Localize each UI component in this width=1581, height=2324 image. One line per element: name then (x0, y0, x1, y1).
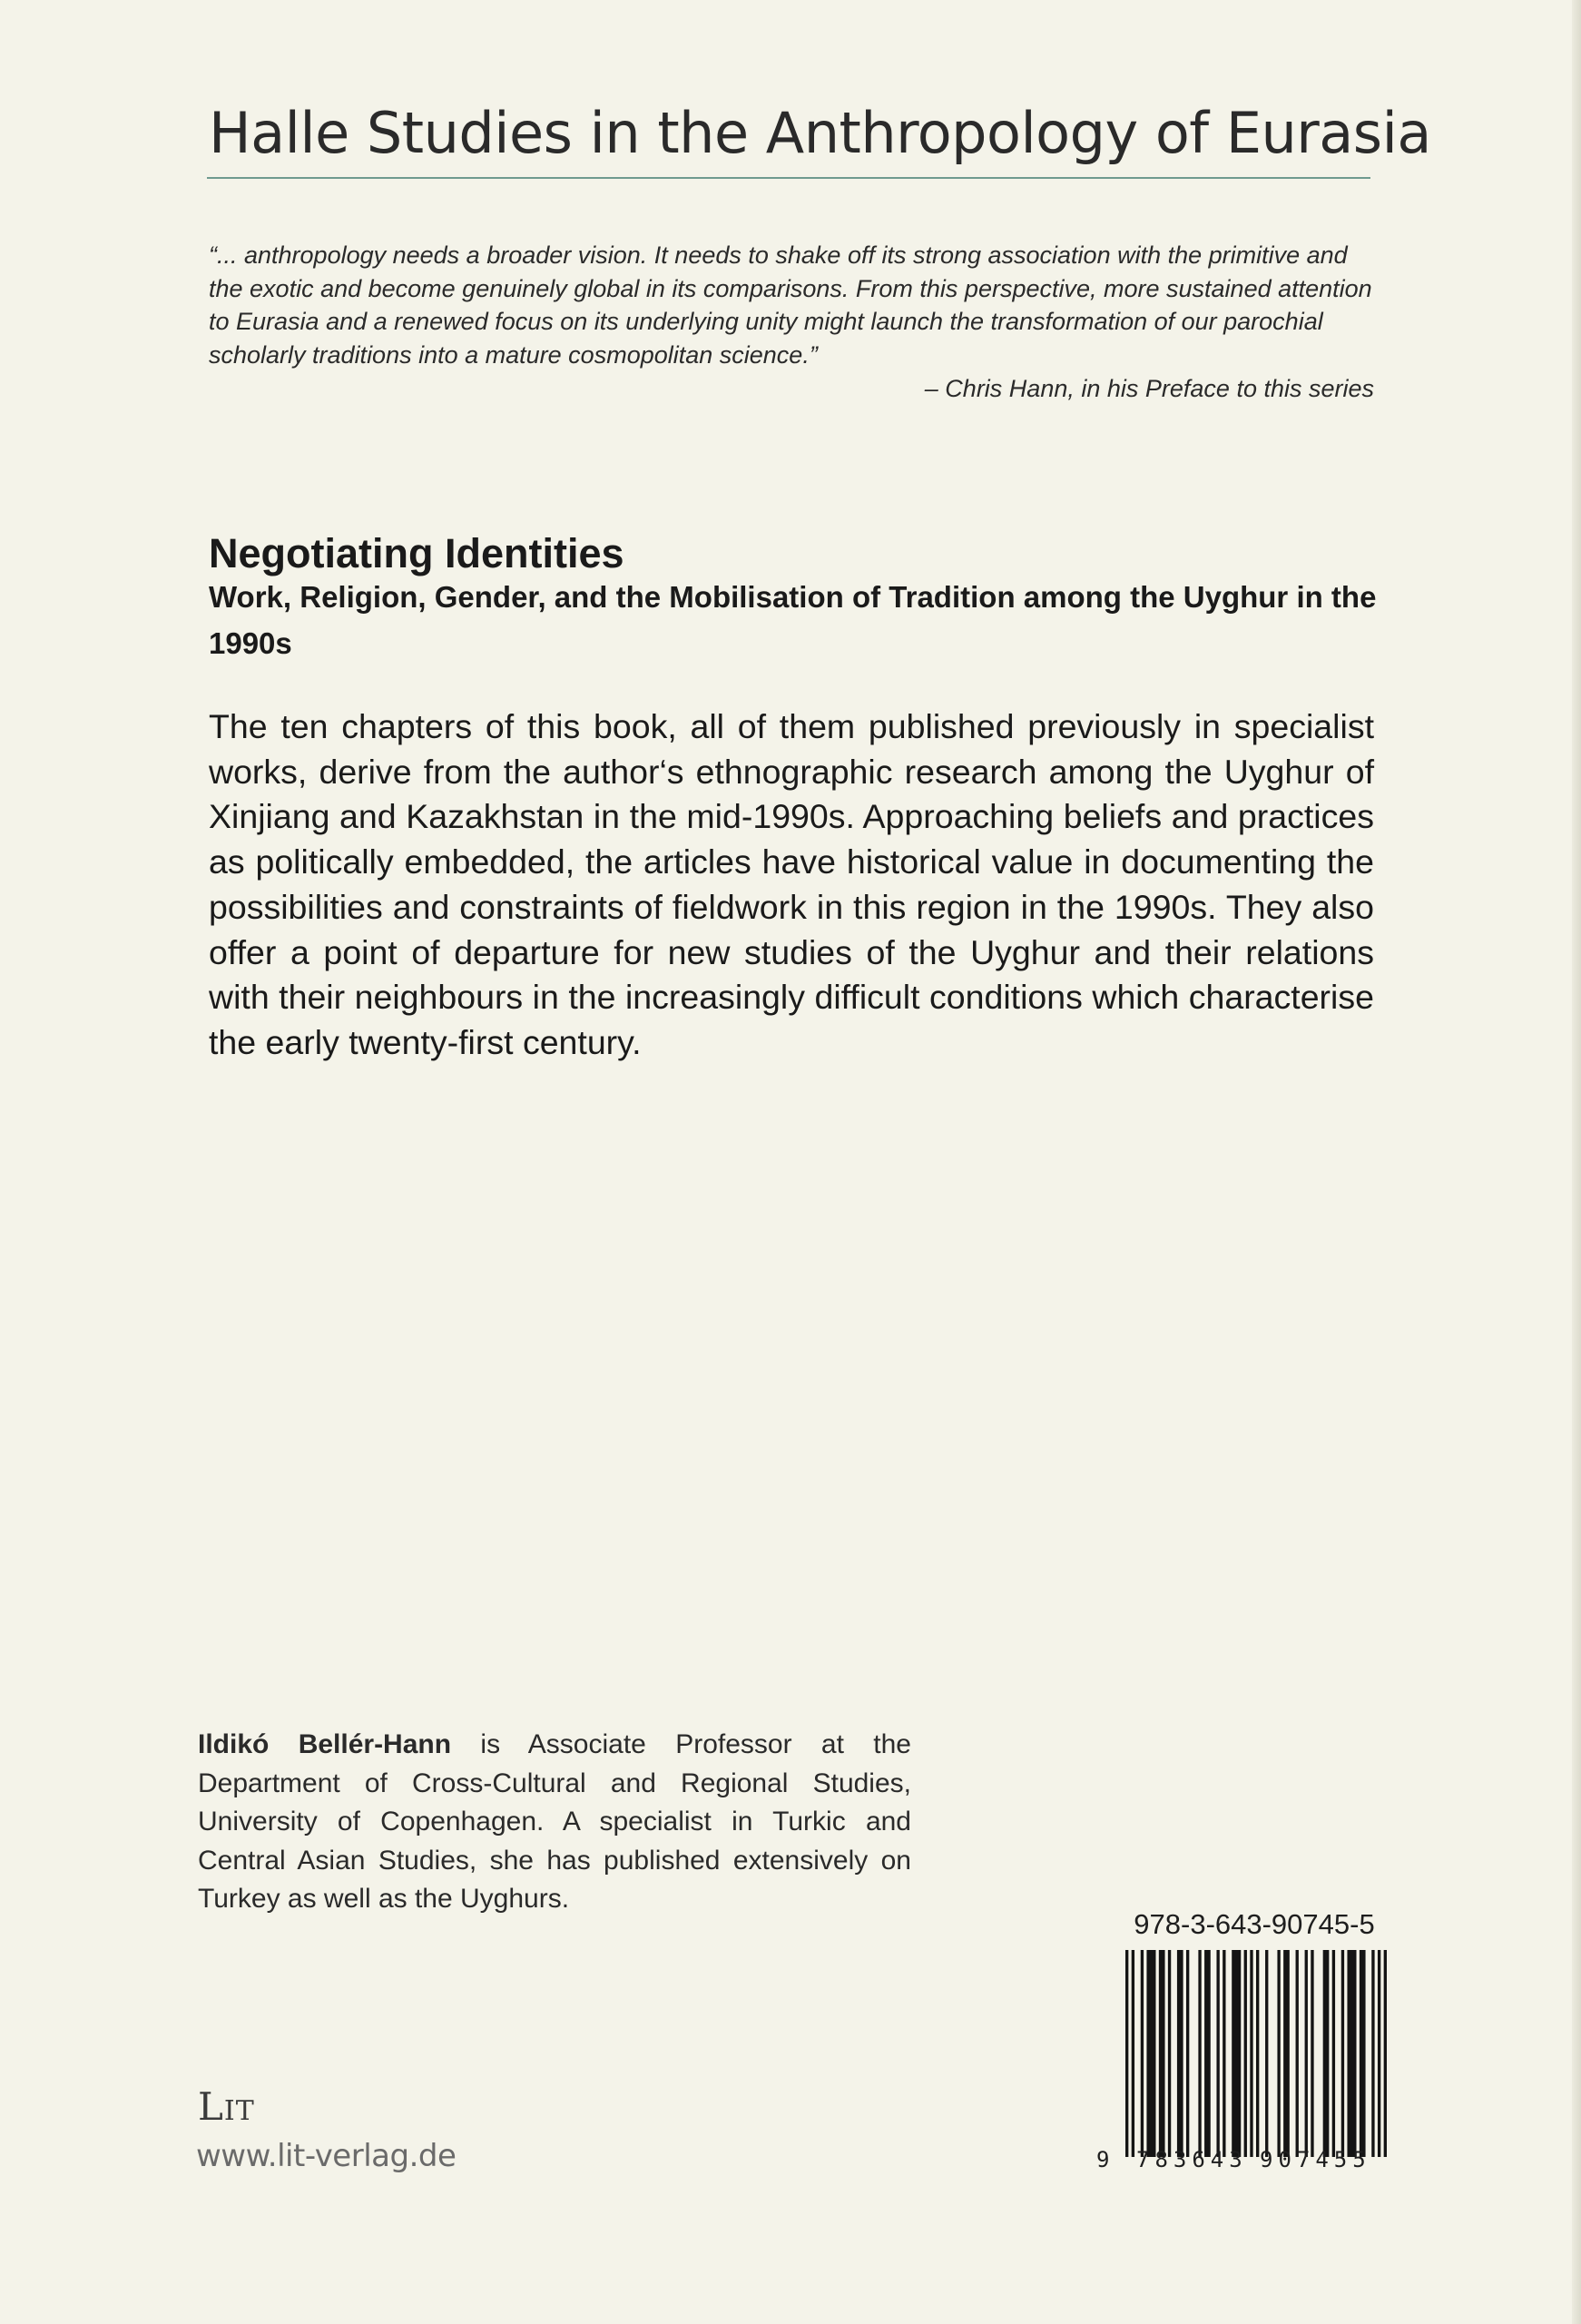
barcode-bar (1360, 1950, 1366, 2157)
barcode-bar (1186, 1950, 1189, 2157)
barcode-bar (1305, 1950, 1308, 2157)
barcode-lead-digit: 9 (1096, 2147, 1110, 2172)
barcode-bar (1311, 1950, 1313, 2157)
barcode-bar (1332, 1950, 1335, 2157)
author-bio-text: is Associate Professor at the Department of Cross-Cultural and Regional Studies, University of Copenhagen. A specialist in Turkic and Central Asian Studies, she has published extensively on Turkey as well as the Uyghurs. (198, 1729, 911, 1914)
barcode-bar (1125, 1950, 1128, 2157)
series-title-rule (207, 177, 1370, 179)
book-subtitle: Work, Religion, Gender, and the Mobilisation of Tradition among the Uyghur in the 1990s (209, 580, 1377, 660)
barcode-bar (1250, 1950, 1252, 2157)
barcode-bar (1204, 1950, 1211, 2157)
barcode-bar (1323, 1950, 1330, 2157)
barcode-bar (1341, 1950, 1344, 2157)
publisher-url: www.lit-verlag.de (196, 2138, 457, 2174)
barcode-bar (1378, 1950, 1380, 2157)
barcode-bar (1177, 1950, 1183, 2157)
barcode-bar (1132, 1950, 1134, 2157)
author-bio (198, 1726, 911, 1919)
barcode-bar (1159, 1950, 1165, 2157)
barcode-right-digits: 907455 (1260, 2147, 1371, 2172)
barcode-bar (1296, 1950, 1299, 2157)
barcode-bar (1256, 1950, 1259, 2157)
barcode-bar (1371, 1950, 1374, 2157)
barcode-bar (1265, 1950, 1268, 2157)
barcode-bar (1232, 1950, 1241, 2157)
series-quote: “... anthropology needs a broader vision. It needs to shake off its strong association with the primitive and the exotic and become genuinely global in its comparisons. From this perspective, more sustained attention to Eurasia and a renewed focus on its underlying unity might launch the transformation of our parochial scholarly traditions into a mature cosmopolitan science.” (209, 241, 1372, 369)
barcode-bar (1168, 1950, 1171, 2157)
barcode-digits (1096, 2144, 1396, 2175)
barcode-bar (1146, 1950, 1155, 2157)
barcode-bar (1347, 1950, 1356, 2157)
publisher-logo (198, 2083, 255, 2136)
barcode-bar (1283, 1950, 1290, 2157)
publisher-logo-rest: IT (223, 2095, 255, 2127)
barcode-bar (1384, 1950, 1387, 2157)
series-title: Halle Studies in the Anthropology of Eurasia (209, 100, 1431, 166)
isbn-number: 978-3-643-90745-5 (1134, 1908, 1375, 1940)
quote-attribution: – Chris Hann, in his Preface to this series (924, 375, 1374, 402)
cover-edge (1572, 0, 1581, 2324)
book-title: Negotiating Identities (209, 530, 624, 576)
barcode-left-digits: 783643 (1136, 2147, 1248, 2172)
barcode-bar (1198, 1950, 1201, 2157)
publisher-logo-initial: L (198, 2084, 224, 2129)
barcode-bar (1244, 1950, 1247, 2157)
author-name: Ildikó Bellér-Hann (198, 1729, 452, 1759)
barcode-bar (1223, 1950, 1225, 2157)
book-description: The ten chapters of this book, all of them published previously in specialist works, derive from the author‘s ethnographic research among the Uyghur of Xinjiang and Kazakhstan in the mid-1990s. Approaching beliefs and practices as politically embedded, the articles have historical value in documenting the possibilities and constraints of fieldwork in this region in the 1990s. They also offer a point of departure for new studies of the Uyghur and their relations with their neighbours in the increasingly difficult conditions which characterise the early twenty-first century. (209, 707, 1374, 1061)
barcode-bar (1277, 1950, 1280, 2157)
barcode-bar (1141, 1950, 1144, 2157)
barcode-bar (1216, 1950, 1219, 2157)
barcode (1125, 1950, 1387, 2157)
